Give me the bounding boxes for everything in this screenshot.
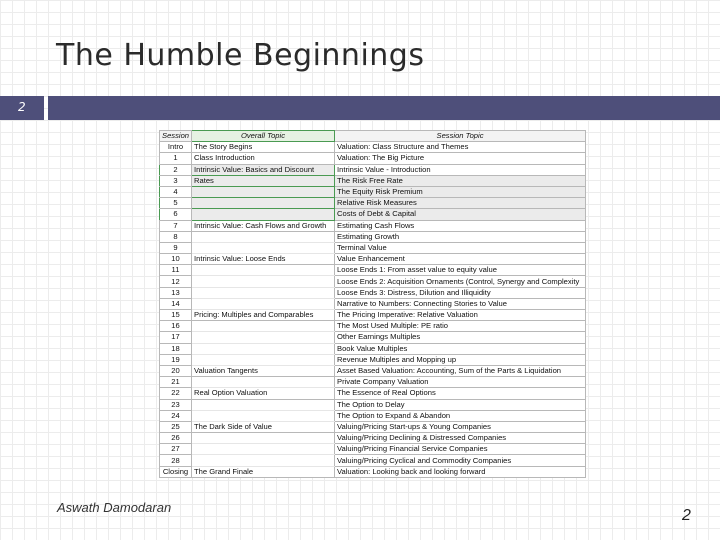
table-row [160,377,586,388]
session-topic-cell: Valuation: The Big Picture [335,153,586,164]
table-row [160,433,586,444]
slide-band-number: 2 [18,100,26,114]
overall-topic-cell: The Story Begins [192,142,335,153]
overall-topic-cell [192,198,335,209]
page-number: 2 [682,507,691,524]
session-cell: 27 [160,444,192,455]
session-topic-cell: Other Earnings Multiples [335,332,586,343]
overall-topic-cell [192,186,335,197]
session-cell: 20 [160,365,192,376]
overall-topic-cell: Rates [192,175,335,186]
session-cell: 2 [160,164,192,175]
overall-topic-cell: Intrinsic Value: Cash Flows and Growth [192,220,335,231]
session-cell: 8 [160,231,192,242]
table-row [160,220,586,231]
overall-topic-cell [192,265,335,276]
session-cell: 6 [160,209,192,220]
table-header-row [160,131,586,142]
session-cell: 7 [160,220,192,231]
session-cell: 16 [160,321,192,332]
table-row [160,254,586,265]
session-cell: 14 [160,298,192,309]
table-row [160,164,586,175]
overall-topic-cell [192,242,335,253]
overall-topic-cell [192,399,335,410]
header-session: Session [160,131,192,142]
overall-topic-cell: Intrinsic Value: Loose Ends [192,254,335,265]
overall-topic-cell: Pricing: Multiples and Comparables [192,310,335,321]
session-cell: 10 [160,254,192,265]
session-topic-cell: The Risk Free Rate [335,175,586,186]
session-topic-cell: The Equity Risk Premium [335,186,586,197]
session-topic-cell: Loose Ends 1: From asset value to equity value [335,265,586,276]
session-topic-cell: Book Value Multiples [335,343,586,354]
overall-topic-cell [192,354,335,365]
overall-topic-cell [192,410,335,421]
session-topic-cell: Valuing/Pricing Declining & Distressed Companies [335,433,586,444]
header-session-topic: Session Topic [335,131,586,142]
session-topic-cell: Estimating Growth [335,231,586,242]
session-topic-cell: The Essence of Real Options [335,388,586,399]
session-topic-cell: Valuing/Pricing Start-ups & Young Companies [335,421,586,432]
table-row [160,153,586,164]
session-topic-cell: Asset Based Valuation: Accounting, Sum of the Parts & Liquidation [335,365,586,376]
overall-topic-cell: Class Introduction [192,153,335,164]
session-cell: 25 [160,421,192,432]
table-row [160,265,586,276]
header-band [48,96,720,120]
overall-topic-cell [192,298,335,309]
overall-topic-cell: Real Option Valuation [192,388,335,399]
session-cell: 22 [160,388,192,399]
table-row [160,444,586,455]
session-cell: 18 [160,343,192,354]
overall-topic-cell [192,276,335,287]
session-cell: Closing [160,466,192,477]
table-row [160,276,586,287]
session-cell: 21 [160,377,192,388]
session-cell: 19 [160,354,192,365]
table-row [160,466,586,477]
session-topic-cell: Valuing/Pricing Cyclical and Commodity Companies [335,455,586,466]
session-topic-cell: The Option to Expand & Abandon [335,410,586,421]
overall-topic-cell [192,321,335,332]
session-topic-cell: Narrative to Numbers: Connecting Stories to Value [335,298,586,309]
table-row [160,287,586,298]
table-row [160,142,586,153]
table-row [160,343,586,354]
session-topic-cell: Terminal Value [335,242,586,253]
slide-title: The Humble Beginnings [56,38,425,73]
table-row [160,410,586,421]
session-cell: 15 [160,310,192,321]
table-row [160,310,586,321]
table-row [160,242,586,253]
session-topic-cell: Intrinsic Value - Introduction [335,164,586,175]
session-topic-cell: The Option to Delay [335,399,586,410]
overall-topic-cell [192,287,335,298]
session-cell: 24 [160,410,192,421]
session-cell: Intro [160,142,192,153]
overall-topic-cell: Intrinsic Value: Basics and Discount [192,164,335,175]
session-cell: 11 [160,265,192,276]
session-topic-cell: Revenue Multiples and Mopping up [335,354,586,365]
table-row [160,421,586,432]
overall-topic-cell [192,455,335,466]
table-row [160,175,586,186]
overall-topic-cell: Valuation Tangents [192,365,335,376]
session-cell: 23 [160,399,192,410]
table-row [160,198,586,209]
session-topic-cell: Valuing/Pricing Financial Service Companies [335,444,586,455]
table-row [160,231,586,242]
session-topic-cell: Estimating Cash Flows [335,220,586,231]
overall-topic-cell [192,377,335,388]
session-topic-cell: Loose Ends 2: Acquisition Ornaments (Control, Synergy and Complexity [335,276,586,287]
table-row [160,321,586,332]
table-row [160,298,586,309]
syllabus-table [159,130,586,478]
session-topic-cell: Value Enhancement [335,254,586,265]
session-topic-cell: Loose Ends 3: Distress, Dilution and Illiquidity [335,287,586,298]
table-row [160,354,586,365]
session-topic-cell: Private Company Valuation [335,377,586,388]
author-footer: Aswath Damodaran [57,500,172,515]
overall-topic-cell [192,343,335,354]
table-row [160,455,586,466]
syllabus-table-image [159,130,585,477]
overall-topic-cell [192,444,335,455]
table-row [160,388,586,399]
session-topic-cell: Costs of Debt & Capital [335,209,586,220]
table-row [160,399,586,410]
session-cell: 3 [160,175,192,186]
session-topic-cell: The Most Used Multiple: PE ratio [335,321,586,332]
overall-topic-cell [192,433,335,444]
session-topic-cell: The Pricing Imperative: Relative Valuation [335,310,586,321]
table-row [160,365,586,376]
session-cell: 4 [160,186,192,197]
table-row [160,209,586,220]
overall-topic-cell: The Dark Side of Value [192,421,335,432]
overall-topic-cell [192,332,335,343]
table-row [160,186,586,197]
session-topic-cell: Relative Risk Measures [335,198,586,209]
session-cell: 17 [160,332,192,343]
table-body [160,142,586,478]
session-cell: 28 [160,455,192,466]
overall-topic-cell [192,209,335,220]
session-cell: 12 [160,276,192,287]
session-cell: 9 [160,242,192,253]
table-row [160,332,586,343]
session-cell: 1 [160,153,192,164]
session-cell: 13 [160,287,192,298]
overall-topic-cell [192,231,335,242]
session-cell: 5 [160,198,192,209]
session-cell: 26 [160,433,192,444]
session-topic-cell: Valuation: Looking back and looking forward [335,466,586,477]
overall-topic-cell: The Grand Finale [192,466,335,477]
header-overall-topic: Overall Topic [192,131,335,142]
session-topic-cell: Valuation: Class Structure and Themes [335,142,586,153]
